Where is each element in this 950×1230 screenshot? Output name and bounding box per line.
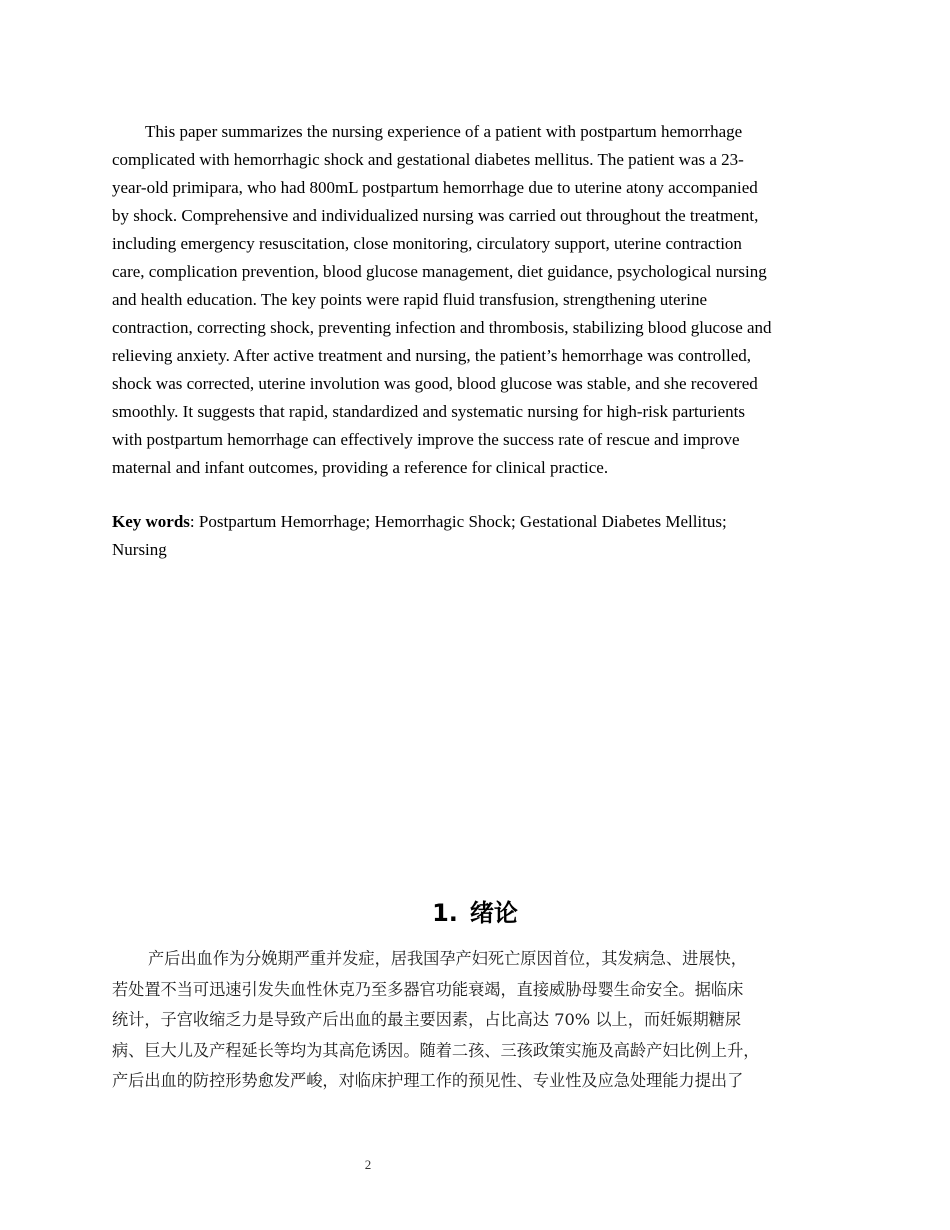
page-number: 2 <box>364 1157 372 1172</box>
section-title: 绪论 <box>469 899 518 927</box>
abstract-line: complicated with hemorrhagic shock and gestational diabetes mellitus. The patient was a 23- <box>112 150 744 169</box>
abstract-line: with postpartum hemorrhage can effectively improve the success rate of rescue and improve <box>112 430 740 449</box>
section-heading <box>0 896 950 930</box>
abstract-line: year-old primipara, who had 800mL postpartum hemorrhage due to uterine atony accompanied <box>112 178 758 197</box>
abstract-line: relieving anxiety. After active treatment and nursing, the patient’s hemorrhage was controlled, <box>112 346 752 365</box>
keywords-line <box>112 508 842 536</box>
abstract-line: and health education. The key points were rapid fluid transfusion, strengthening uterine <box>112 290 707 309</box>
intro-line: 产后出血作为分娩期严重并发症，居我国孕产妇死亡原因首位，其发病急、进展快， <box>148 949 747 968</box>
abstract-line: shock was corrected, uterine involution was good, blood glucose was stable, and she recovered <box>112 374 758 393</box>
intro-line: 产后出血的防控形势愈发严峻，对临床护理工作的预见性、专业性及应急处理能力提出了 <box>112 1071 744 1090</box>
keywords-line: Nursing <box>112 540 167 559</box>
intro-line: 若处置不当可迅速引发失血性休克乃至多器官功能衰竭，直接威胁母婴生命安全。据临床 <box>112 979 744 999</box>
intro-paragraph <box>112 944 857 1097</box>
abstract-line: smoothly. It suggests that rapid, standardized and systematic nursing for high-risk parturients <box>112 402 745 421</box>
keywords-label: Key words <box>112 512 190 531</box>
abstract-line: maternal and infant outcomes, providing a reference for clinical practice. <box>112 458 609 477</box>
abstract-paragraph <box>112 118 842 482</box>
abstract-line: This paper summarizes the nursing experience of a patient with postpartum hemorrhage <box>145 122 743 141</box>
abstract-line: including emergency resuscitation, close monitoring, circulatory support, uterine contraction <box>112 234 742 253</box>
abstract-line: care, complication prevention, blood glucose management, diet guidance, psychological nursing <box>112 262 767 281</box>
intro-line: 病、巨大儿及产程延长等均为其高危诱因。随着二孩、三孩政策实施及高龄产妇比例上升， <box>112 1040 760 1060</box>
abstract-line: contraction, correcting shock, preventing infection and thrombosis, stabilizing blood glucose and <box>112 318 772 337</box>
keywords-list: : Postpartum Hemorrhage; Hemorrhagic Shock; Gestational Diabetes Mellitus; <box>189 512 727 531</box>
abstract-line: by shock. Comprehensive and individualized nursing was carried out throughout the treatment, <box>112 206 759 225</box>
intro-line: 统计，子宫收缩乏力是导致产后出血的最主要因素，占比高达 70% 以上，而妊娠期糖尿 <box>112 1010 742 1029</box>
keywords-paragraph <box>112 508 842 564</box>
section-number: 1. <box>432 899 458 927</box>
